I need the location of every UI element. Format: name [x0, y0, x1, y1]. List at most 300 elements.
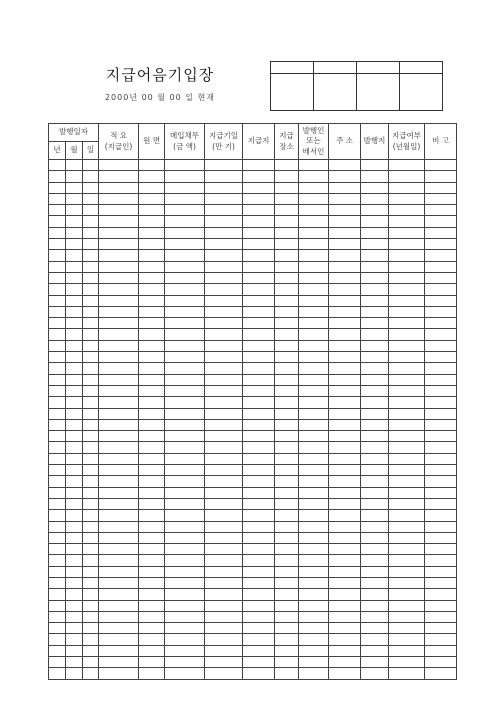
table-cell[interactable] — [83, 171, 99, 182]
table-cell[interactable] — [389, 611, 425, 622]
table-cell[interactable] — [299, 657, 329, 668]
table-cell[interactable] — [83, 205, 99, 216]
table-cell[interactable] — [243, 431, 275, 442]
table-cell[interactable] — [99, 498, 139, 509]
table-cell[interactable] — [205, 182, 243, 193]
table-cell[interactable] — [205, 668, 243, 679]
table-cell[interactable] — [389, 645, 425, 656]
table-cell[interactable] — [243, 521, 275, 532]
table-cell[interactable] — [243, 340, 275, 351]
table-cell[interactable] — [83, 261, 99, 272]
table-cell[interactable] — [361, 193, 389, 204]
table-cell[interactable] — [389, 318, 425, 329]
table-cell[interactable] — [275, 160, 299, 171]
table-cell[interactable] — [99, 668, 139, 679]
table-cell[interactable] — [205, 205, 243, 216]
table-cell[interactable] — [139, 577, 165, 588]
table-cell[interactable] — [389, 171, 425, 182]
table-cell[interactable] — [66, 510, 83, 521]
table-cell[interactable] — [49, 431, 66, 442]
table-cell[interactable] — [83, 385, 99, 396]
table-cell[interactable] — [425, 227, 457, 238]
table-cell[interactable] — [361, 318, 389, 329]
table-cell[interactable] — [275, 623, 299, 634]
table-cell[interactable] — [165, 385, 205, 396]
table-cell[interactable] — [99, 397, 139, 408]
table-cell[interactable] — [275, 431, 299, 442]
table-cell[interactable] — [275, 374, 299, 385]
table-cell[interactable] — [205, 555, 243, 566]
table-cell[interactable] — [329, 216, 361, 227]
table-cell[interactable] — [361, 476, 389, 487]
table-cell[interactable] — [425, 589, 457, 600]
table-cell[interactable] — [165, 645, 205, 656]
table-cell[interactable] — [66, 272, 83, 283]
table-cell[interactable] — [275, 193, 299, 204]
table-cell[interactable] — [329, 645, 361, 656]
table-cell[interactable] — [389, 600, 425, 611]
table-cell[interactable] — [389, 216, 425, 227]
table-cell[interactable] — [243, 498, 275, 509]
table-cell[interactable] — [49, 363, 66, 374]
table-cell[interactable] — [66, 532, 83, 543]
table-cell[interactable] — [361, 487, 389, 498]
table-cell[interactable] — [49, 318, 66, 329]
table-cell[interactable] — [361, 577, 389, 588]
table-cell[interactable] — [99, 532, 139, 543]
table-cell[interactable] — [329, 295, 361, 306]
table-cell[interactable] — [205, 318, 243, 329]
table-cell[interactable] — [389, 160, 425, 171]
table-cell[interactable] — [425, 295, 457, 306]
table-cell[interactable] — [329, 657, 361, 668]
table-cell[interactable] — [165, 295, 205, 306]
table-cell[interactable] — [361, 645, 389, 656]
table-cell[interactable] — [361, 216, 389, 227]
table-cell[interactable] — [243, 566, 275, 577]
table-cell[interactable] — [66, 239, 83, 250]
table-cell[interactable] — [165, 657, 205, 668]
table-cell[interactable] — [66, 566, 83, 577]
table-cell[interactable] — [139, 363, 165, 374]
table-cell[interactable] — [83, 272, 99, 283]
table-cell[interactable] — [329, 544, 361, 555]
table-cell[interactable] — [66, 363, 83, 374]
table-cell[interactable] — [361, 250, 389, 261]
table-cell[interactable] — [329, 272, 361, 283]
table-cell[interactable] — [361, 408, 389, 419]
table-cell[interactable] — [425, 555, 457, 566]
table-cell[interactable] — [83, 555, 99, 566]
table-cell[interactable] — [139, 431, 165, 442]
table-cell[interactable] — [165, 510, 205, 521]
table-cell[interactable] — [361, 532, 389, 543]
table-cell[interactable] — [275, 600, 299, 611]
table-cell[interactable] — [425, 419, 457, 430]
table-cell[interactable] — [99, 171, 139, 182]
table-cell[interactable] — [425, 171, 457, 182]
table-cell[interactable] — [99, 634, 139, 645]
table-cell[interactable] — [165, 442, 205, 453]
table-cell[interactable] — [299, 261, 329, 272]
table-cell[interactable] — [99, 657, 139, 668]
table-cell[interactable] — [361, 160, 389, 171]
table-cell[interactable] — [139, 227, 165, 238]
table-cell[interactable] — [66, 250, 83, 261]
table-cell[interactable] — [66, 171, 83, 182]
table-cell[interactable] — [99, 544, 139, 555]
table-cell[interactable] — [329, 160, 361, 171]
table-cell[interactable] — [139, 510, 165, 521]
table-cell[interactable] — [99, 374, 139, 385]
table-cell[interactable] — [205, 521, 243, 532]
table-cell[interactable] — [243, 171, 275, 182]
table-cell[interactable] — [275, 589, 299, 600]
table-cell[interactable] — [425, 306, 457, 317]
table-cell[interactable] — [275, 205, 299, 216]
table-cell[interactable] — [361, 306, 389, 317]
table-cell[interactable] — [361, 374, 389, 385]
table-cell[interactable] — [329, 374, 361, 385]
table-cell[interactable] — [205, 272, 243, 283]
table-cell[interactable] — [83, 532, 99, 543]
table-cell[interactable] — [205, 216, 243, 227]
table-cell[interactable] — [275, 352, 299, 363]
table-cell[interactable] — [389, 385, 425, 396]
table-cell[interactable] — [66, 521, 83, 532]
table-cell[interactable] — [361, 182, 389, 193]
table-cell[interactable] — [389, 476, 425, 487]
table-cell[interactable] — [66, 442, 83, 453]
table-cell[interactable] — [139, 419, 165, 430]
table-cell[interactable] — [389, 261, 425, 272]
table-cell[interactable] — [275, 577, 299, 588]
table-cell[interactable] — [99, 261, 139, 272]
table-cell[interactable] — [425, 284, 457, 295]
table-cell[interactable] — [299, 544, 329, 555]
table-cell[interactable] — [49, 589, 66, 600]
table-cell[interactable] — [66, 160, 83, 171]
table-cell[interactable] — [49, 419, 66, 430]
approval-sign-cell[interactable] — [400, 74, 443, 111]
table-cell[interactable] — [205, 227, 243, 238]
table-cell[interactable] — [139, 521, 165, 532]
table-cell[interactable] — [139, 295, 165, 306]
table-cell[interactable] — [99, 182, 139, 193]
table-cell[interactable] — [275, 555, 299, 566]
table-cell[interactable] — [165, 408, 205, 419]
table-cell[interactable] — [425, 611, 457, 622]
table-cell[interactable] — [389, 397, 425, 408]
table-cell[interactable] — [66, 306, 83, 317]
table-cell[interactable] — [66, 340, 83, 351]
table-cell[interactable] — [361, 227, 389, 238]
table-cell[interactable] — [299, 397, 329, 408]
table-cell[interactable] — [425, 442, 457, 453]
table-cell[interactable] — [139, 193, 165, 204]
table-cell[interactable] — [275, 261, 299, 272]
table-cell[interactable] — [329, 193, 361, 204]
table-cell[interactable] — [329, 397, 361, 408]
table-cell[interactable] — [275, 385, 299, 396]
table-cell[interactable] — [99, 239, 139, 250]
table-cell[interactable] — [275, 498, 299, 509]
table-cell[interactable] — [299, 227, 329, 238]
table-cell[interactable] — [205, 657, 243, 668]
table-cell[interactable] — [83, 487, 99, 498]
table-cell[interactable] — [299, 419, 329, 430]
table-cell[interactable] — [139, 623, 165, 634]
table-cell[interactable] — [66, 419, 83, 430]
table-cell[interactable] — [243, 668, 275, 679]
table-cell[interactable] — [299, 589, 329, 600]
table-cell[interactable] — [425, 465, 457, 476]
table-cell[interactable] — [49, 442, 66, 453]
table-cell[interactable] — [83, 419, 99, 430]
table-cell[interactable] — [299, 239, 329, 250]
table-cell[interactable] — [205, 476, 243, 487]
table-cell[interactable] — [299, 284, 329, 295]
table-cell[interactable] — [389, 419, 425, 430]
table-cell[interactable] — [389, 205, 425, 216]
table-cell[interactable] — [329, 577, 361, 588]
table-cell[interactable] — [243, 577, 275, 588]
table-cell[interactable] — [99, 431, 139, 442]
table-cell[interactable] — [389, 272, 425, 283]
table-cell[interactable] — [361, 329, 389, 340]
table-cell[interactable] — [139, 498, 165, 509]
table-cell[interactable] — [299, 623, 329, 634]
table-cell[interactable] — [425, 205, 457, 216]
table-cell[interactable] — [205, 442, 243, 453]
table-cell[interactable] — [243, 555, 275, 566]
table-cell[interactable] — [83, 521, 99, 532]
table-cell[interactable] — [275, 363, 299, 374]
table-cell[interactable] — [425, 577, 457, 588]
table-cell[interactable] — [205, 600, 243, 611]
table-cell[interactable] — [139, 205, 165, 216]
table-cell[interactable] — [139, 589, 165, 600]
table-cell[interactable] — [361, 498, 389, 509]
table-cell[interactable] — [299, 521, 329, 532]
table-cell[interactable] — [329, 442, 361, 453]
table-cell[interactable] — [389, 498, 425, 509]
table-cell[interactable] — [139, 171, 165, 182]
table-cell[interactable] — [389, 657, 425, 668]
table-cell[interactable] — [275, 611, 299, 622]
table-cell[interactable] — [165, 634, 205, 645]
table-cell[interactable] — [66, 555, 83, 566]
table-cell[interactable] — [66, 385, 83, 396]
table-cell[interactable] — [83, 465, 99, 476]
table-cell[interactable] — [243, 306, 275, 317]
table-cell[interactable] — [49, 657, 66, 668]
table-cell[interactable] — [99, 295, 139, 306]
table-cell[interactable] — [99, 465, 139, 476]
table-cell[interactable] — [99, 318, 139, 329]
table-cell[interactable] — [329, 611, 361, 622]
table-cell[interactable] — [299, 566, 329, 577]
table-cell[interactable] — [49, 611, 66, 622]
table-cell[interactable] — [66, 476, 83, 487]
table-cell[interactable] — [165, 340, 205, 351]
table-cell[interactable] — [165, 239, 205, 250]
table-cell[interactable] — [299, 408, 329, 419]
table-cell[interactable] — [66, 205, 83, 216]
table-cell[interactable] — [361, 431, 389, 442]
table-cell[interactable] — [66, 465, 83, 476]
table-cell[interactable] — [165, 284, 205, 295]
table-cell[interactable] — [299, 352, 329, 363]
table-cell[interactable] — [361, 623, 389, 634]
table-cell[interactable] — [361, 352, 389, 363]
table-cell[interactable] — [299, 295, 329, 306]
table-cell[interactable] — [329, 476, 361, 487]
table-cell[interactable] — [425, 510, 457, 521]
table-cell[interactable] — [139, 668, 165, 679]
table-cell[interactable] — [66, 318, 83, 329]
table-cell[interactable] — [49, 306, 66, 317]
table-cell[interactable] — [243, 634, 275, 645]
table-cell[interactable] — [205, 250, 243, 261]
table-cell[interactable] — [389, 250, 425, 261]
table-cell[interactable] — [275, 465, 299, 476]
table-cell[interactable] — [389, 442, 425, 453]
table-cell[interactable] — [205, 295, 243, 306]
table-cell[interactable] — [49, 577, 66, 588]
table-cell[interactable] — [361, 442, 389, 453]
table-cell[interactable] — [99, 577, 139, 588]
table-cell[interactable] — [425, 352, 457, 363]
table-cell[interactable] — [165, 160, 205, 171]
table-cell[interactable] — [165, 397, 205, 408]
table-cell[interactable] — [66, 329, 83, 340]
approval-sign-cell[interactable] — [271, 74, 314, 111]
table-cell[interactable] — [329, 171, 361, 182]
table-cell[interactable] — [425, 645, 457, 656]
table-cell[interactable] — [49, 408, 66, 419]
table-cell[interactable] — [361, 668, 389, 679]
table-cell[interactable] — [329, 431, 361, 442]
table-cell[interactable] — [329, 487, 361, 498]
table-cell[interactable] — [165, 329, 205, 340]
table-cell[interactable] — [243, 329, 275, 340]
table-cell[interactable] — [205, 634, 243, 645]
table-cell[interactable] — [49, 340, 66, 351]
table-cell[interactable] — [361, 510, 389, 521]
table-cell[interactable] — [49, 668, 66, 679]
table-cell[interactable] — [139, 216, 165, 227]
table-cell[interactable] — [83, 284, 99, 295]
table-cell[interactable] — [49, 476, 66, 487]
table-cell[interactable] — [139, 465, 165, 476]
table-cell[interactable] — [49, 171, 66, 182]
table-cell[interactable] — [49, 239, 66, 250]
table-cell[interactable] — [425, 431, 457, 442]
table-cell[interactable] — [165, 250, 205, 261]
table-cell[interactable] — [99, 555, 139, 566]
table-cell[interactable] — [83, 239, 99, 250]
table-cell[interactable] — [83, 498, 99, 509]
table-cell[interactable] — [139, 340, 165, 351]
table-cell[interactable] — [139, 374, 165, 385]
table-cell[interactable] — [205, 577, 243, 588]
table-cell[interactable] — [83, 160, 99, 171]
table-cell[interactable] — [49, 510, 66, 521]
table-cell[interactable] — [165, 668, 205, 679]
table-cell[interactable] — [243, 442, 275, 453]
table-cell[interactable] — [389, 182, 425, 193]
table-cell[interactable] — [66, 657, 83, 668]
table-cell[interactable] — [83, 611, 99, 622]
table-cell[interactable] — [165, 205, 205, 216]
table-cell[interactable] — [205, 645, 243, 656]
table-cell[interactable] — [99, 600, 139, 611]
table-cell[interactable] — [99, 160, 139, 171]
table-cell[interactable] — [299, 668, 329, 679]
table-cell[interactable] — [425, 668, 457, 679]
table-cell[interactable] — [275, 329, 299, 340]
table-cell[interactable] — [205, 419, 243, 430]
table-cell[interactable] — [329, 318, 361, 329]
table-cell[interactable] — [66, 182, 83, 193]
table-cell[interactable] — [329, 510, 361, 521]
table-cell[interactable] — [243, 272, 275, 283]
table-cell[interactable] — [299, 611, 329, 622]
table-cell[interactable] — [165, 374, 205, 385]
table-cell[interactable] — [83, 634, 99, 645]
table-cell[interactable] — [389, 510, 425, 521]
table-cell[interactable] — [66, 227, 83, 238]
table-cell[interactable] — [66, 374, 83, 385]
table-cell[interactable] — [329, 623, 361, 634]
table-cell[interactable] — [299, 160, 329, 171]
table-cell[interactable] — [361, 611, 389, 622]
table-cell[interactable] — [49, 295, 66, 306]
table-cell[interactable] — [83, 623, 99, 634]
table-cell[interactable] — [83, 363, 99, 374]
table-cell[interactable] — [329, 521, 361, 532]
table-cell[interactable] — [243, 363, 275, 374]
table-cell[interactable] — [329, 600, 361, 611]
table-cell[interactable] — [83, 657, 99, 668]
approval-sign-cell[interactable] — [314, 74, 357, 111]
table-cell[interactable] — [243, 295, 275, 306]
table-cell[interactable] — [139, 657, 165, 668]
table-cell[interactable] — [139, 476, 165, 487]
table-cell[interactable] — [49, 555, 66, 566]
table-cell[interactable] — [275, 487, 299, 498]
table-cell[interactable] — [66, 611, 83, 622]
table-cell[interactable] — [361, 634, 389, 645]
table-cell[interactable] — [99, 329, 139, 340]
table-cell[interactable] — [389, 295, 425, 306]
table-cell[interactable] — [329, 634, 361, 645]
table-cell[interactable] — [389, 340, 425, 351]
table-cell[interactable] — [66, 589, 83, 600]
table-cell[interactable] — [299, 340, 329, 351]
table-cell[interactable] — [275, 171, 299, 182]
table-cell[interactable] — [49, 645, 66, 656]
table-cell[interactable] — [165, 532, 205, 543]
table-cell[interactable] — [243, 476, 275, 487]
table-cell[interactable] — [139, 408, 165, 419]
table-cell[interactable] — [83, 600, 99, 611]
table-cell[interactable] — [389, 589, 425, 600]
table-cell[interactable] — [205, 510, 243, 521]
table-cell[interactable] — [205, 160, 243, 171]
table-cell[interactable] — [243, 544, 275, 555]
